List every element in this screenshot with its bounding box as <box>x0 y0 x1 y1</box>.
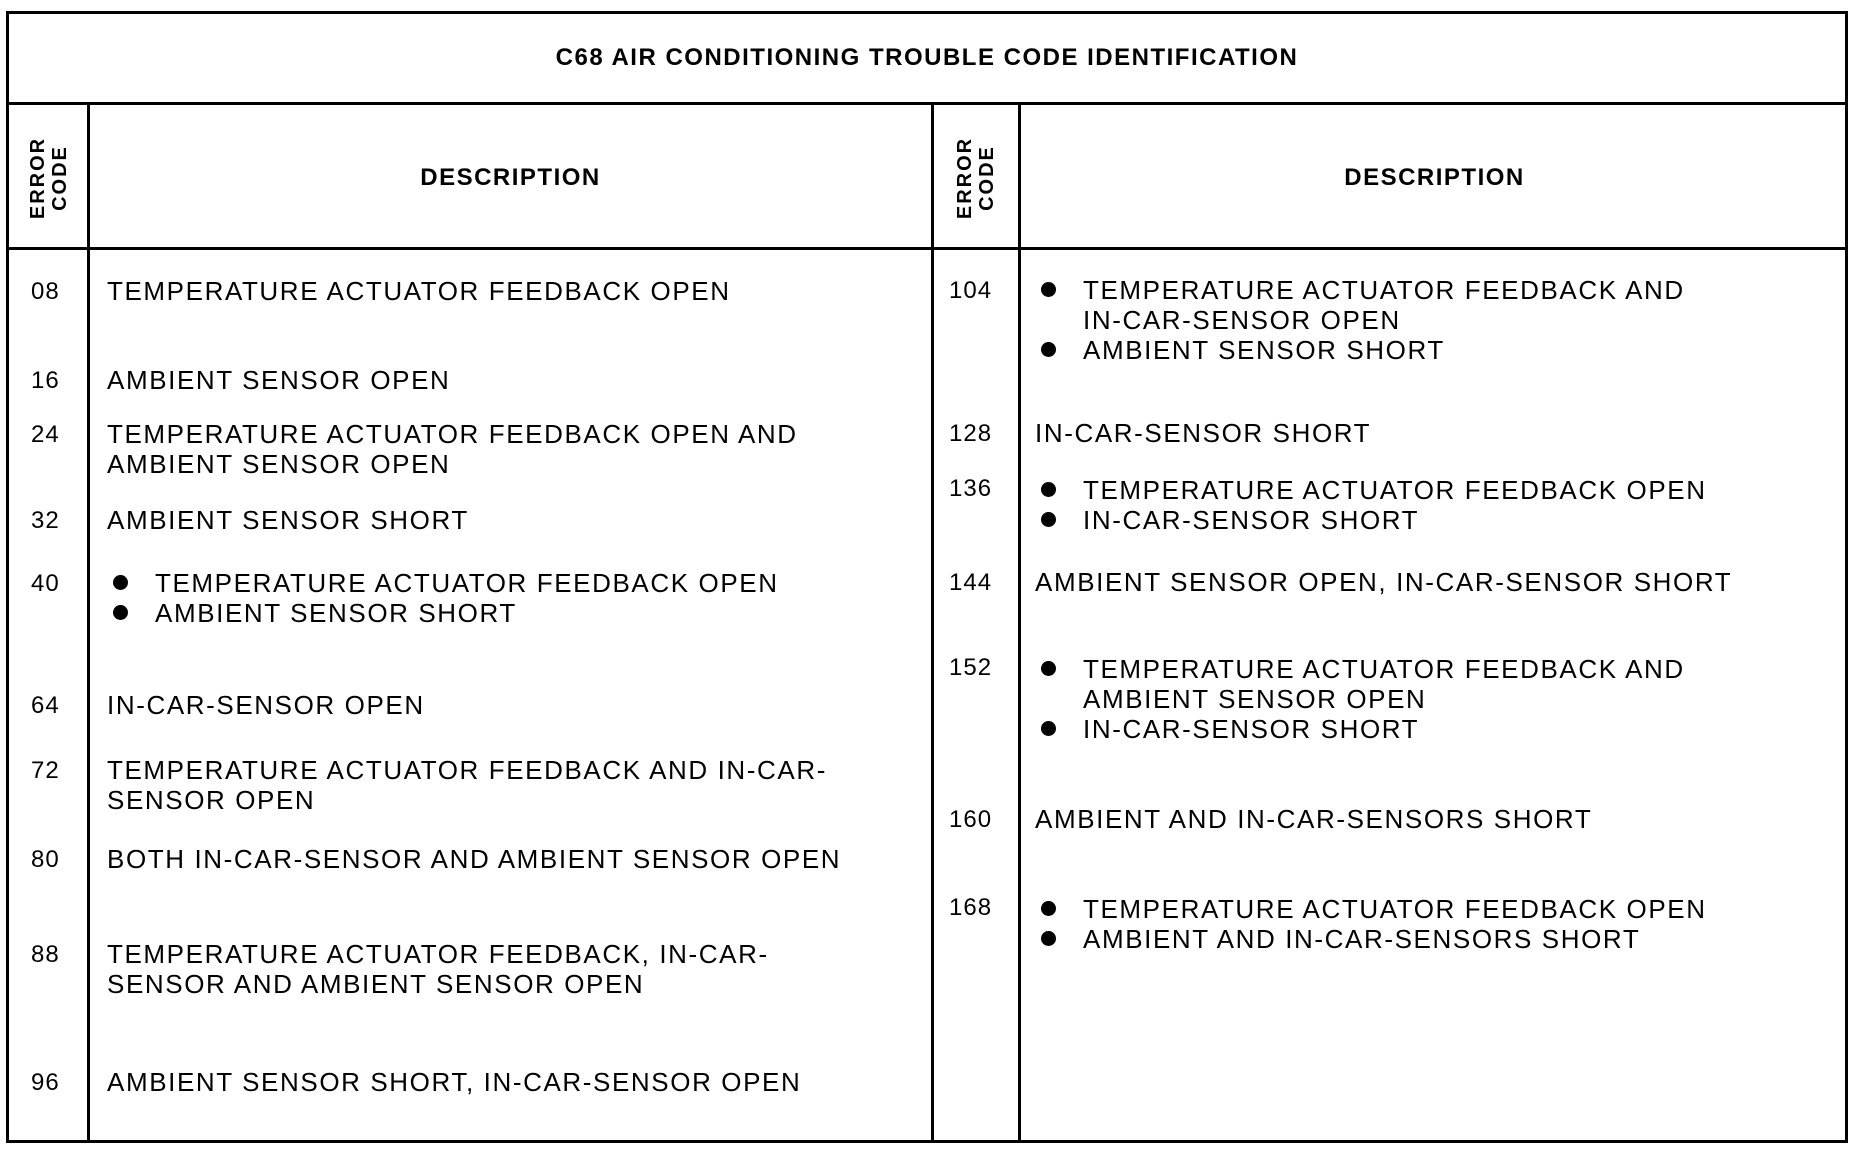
bullet-text: TEMPERATURE ACTUATOR FEEDBACK OPEN <box>155 568 779 598</box>
description <box>107 505 469 535</box>
bullet-icon <box>1041 931 1056 946</box>
bullet-item <box>1035 894 1707 924</box>
description-line: TEMPERATURE ACTUATOR FEEDBACK, IN-CAR- <box>107 939 769 969</box>
error-code: 64 <box>31 692 60 719</box>
bullet-item <box>1035 924 1707 954</box>
error-code: 40 <box>31 570 60 597</box>
description-line: AMBIENT AND IN-CAR-SENSORS SHORT <box>1035 804 1593 834</box>
error-code: 88 <box>31 941 60 968</box>
error-code: 128 <box>949 420 993 447</box>
description-line: SENSOR OPEN <box>107 785 316 815</box>
description <box>1035 418 1371 448</box>
bullet-icon <box>1041 482 1056 497</box>
error-code: 160 <box>949 806 993 833</box>
description-line: AMBIENT SENSOR OPEN, IN-CAR-SENSOR SHORT <box>1035 567 1733 597</box>
bullet-item <box>1035 505 1707 535</box>
error-code: 72 <box>31 757 60 784</box>
description <box>1035 275 1685 365</box>
bullet-icon <box>1041 512 1056 527</box>
description <box>107 419 798 479</box>
error-code-header-left <box>9 105 89 250</box>
description <box>107 276 731 306</box>
description <box>1035 475 1707 535</box>
description <box>1035 654 1685 744</box>
bullet-item <box>1035 714 1685 744</box>
description <box>107 939 769 999</box>
description-line: SENSOR AND AMBIENT SENSOR OPEN <box>107 969 645 999</box>
header-row <box>9 105 1845 250</box>
bullet-text: IN-CAR-SENSOR SHORT <box>1083 714 1420 744</box>
bullet-icon <box>1041 282 1056 297</box>
description <box>107 844 841 874</box>
error-code: 104 <box>949 277 993 304</box>
description <box>107 568 779 628</box>
bullet-text: TEMPERATURE ACTUATOR FEEDBACK AND IN-CAR-SENSOR OPEN <box>1083 275 1685 335</box>
bullet-icon <box>113 575 128 590</box>
bullet-item <box>1035 335 1685 365</box>
error-code: 136 <box>949 475 993 502</box>
description-line: AMBIENT SENSOR SHORT <box>107 505 469 535</box>
bullet-icon <box>1041 342 1056 357</box>
error-code: 152 <box>949 654 993 681</box>
error-code: 96 <box>31 1069 60 1096</box>
error-code: 32 <box>31 507 60 534</box>
description-line: IN-CAR-SENSOR SHORT <box>1035 418 1372 448</box>
description-line: TEMPERATURE ACTUATOR FEEDBACK AND IN-CAR- <box>107 755 828 785</box>
column-divider <box>931 105 934 1140</box>
description <box>107 755 827 815</box>
column-divider <box>1018 105 1021 1140</box>
bullet-text: AMBIENT SENSOR SHORT <box>1083 335 1445 365</box>
bullet-text: IN-CAR-SENSOR SHORT <box>1083 505 1420 535</box>
error-code: 24 <box>31 421 60 448</box>
error-code: 168 <box>949 894 993 921</box>
bullet-text: TEMPERATURE ACTUATOR FEEDBACK AND AMBIENT SENSOR OPEN <box>1083 654 1685 714</box>
description <box>1035 894 1707 954</box>
bullet-item <box>1035 654 1685 714</box>
error-code: 08 <box>31 278 60 305</box>
bullet-item <box>107 568 779 598</box>
bullet-item <box>1035 475 1707 505</box>
description-line: AMBIENT SENSOR OPEN <box>107 449 451 479</box>
description-header-right: DESCRIPTION <box>1344 163 1525 191</box>
bullet-item <box>107 598 779 628</box>
description-line: BOTH IN-CAR-SENSOR AND AMBIENT SENSOR OPEN <box>107 844 842 874</box>
bullet-icon <box>113 605 128 620</box>
description <box>107 690 425 720</box>
error-code-header-label: ERROR CODE <box>953 136 998 219</box>
bullet-text: AMBIENT AND IN-CAR-SENSORS SHORT <box>1083 924 1641 954</box>
bullet-item <box>1035 275 1685 335</box>
error-code: 16 <box>31 367 60 394</box>
bullet-text: TEMPERATURE ACTUATOR FEEDBACK OPEN <box>1083 475 1707 505</box>
trouble-code-table <box>6 11 1848 1143</box>
bullet-text: TEMPERATURE ACTUATOR FEEDBACK OPEN <box>1083 894 1707 924</box>
bullet-icon <box>1041 721 1056 736</box>
description-line: AMBIENT SENSOR OPEN <box>107 365 451 395</box>
description-line: TEMPERATURE ACTUATOR FEEDBACK OPEN AND <box>107 419 798 449</box>
description-header-left: DESCRIPTION <box>420 163 601 191</box>
description <box>107 1067 801 1097</box>
error-code-header-right <box>934 105 1018 250</box>
description <box>1035 567 1732 597</box>
description-line: TEMPERATURE ACTUATOR FEEDBACK OPEN <box>107 276 731 306</box>
bullet-icon <box>1041 661 1056 676</box>
description <box>1035 804 1592 834</box>
error-code: 144 <box>949 569 993 596</box>
error-code-header-label: ERROR CODE <box>27 136 72 219</box>
table-title: C68 AIR CONDITIONING TROUBLE CODE IDENTIFICATION <box>9 14 1845 105</box>
bullet-text: AMBIENT SENSOR SHORT <box>155 598 517 628</box>
description-line: AMBIENT SENSOR SHORT, IN-CAR-SENSOR OPEN <box>107 1067 802 1097</box>
error-code: 80 <box>31 846 60 873</box>
bullet-icon <box>1041 901 1056 916</box>
description-line: IN-CAR-SENSOR OPEN <box>107 690 425 720</box>
column-divider <box>87 105 90 1140</box>
description <box>107 365 450 395</box>
